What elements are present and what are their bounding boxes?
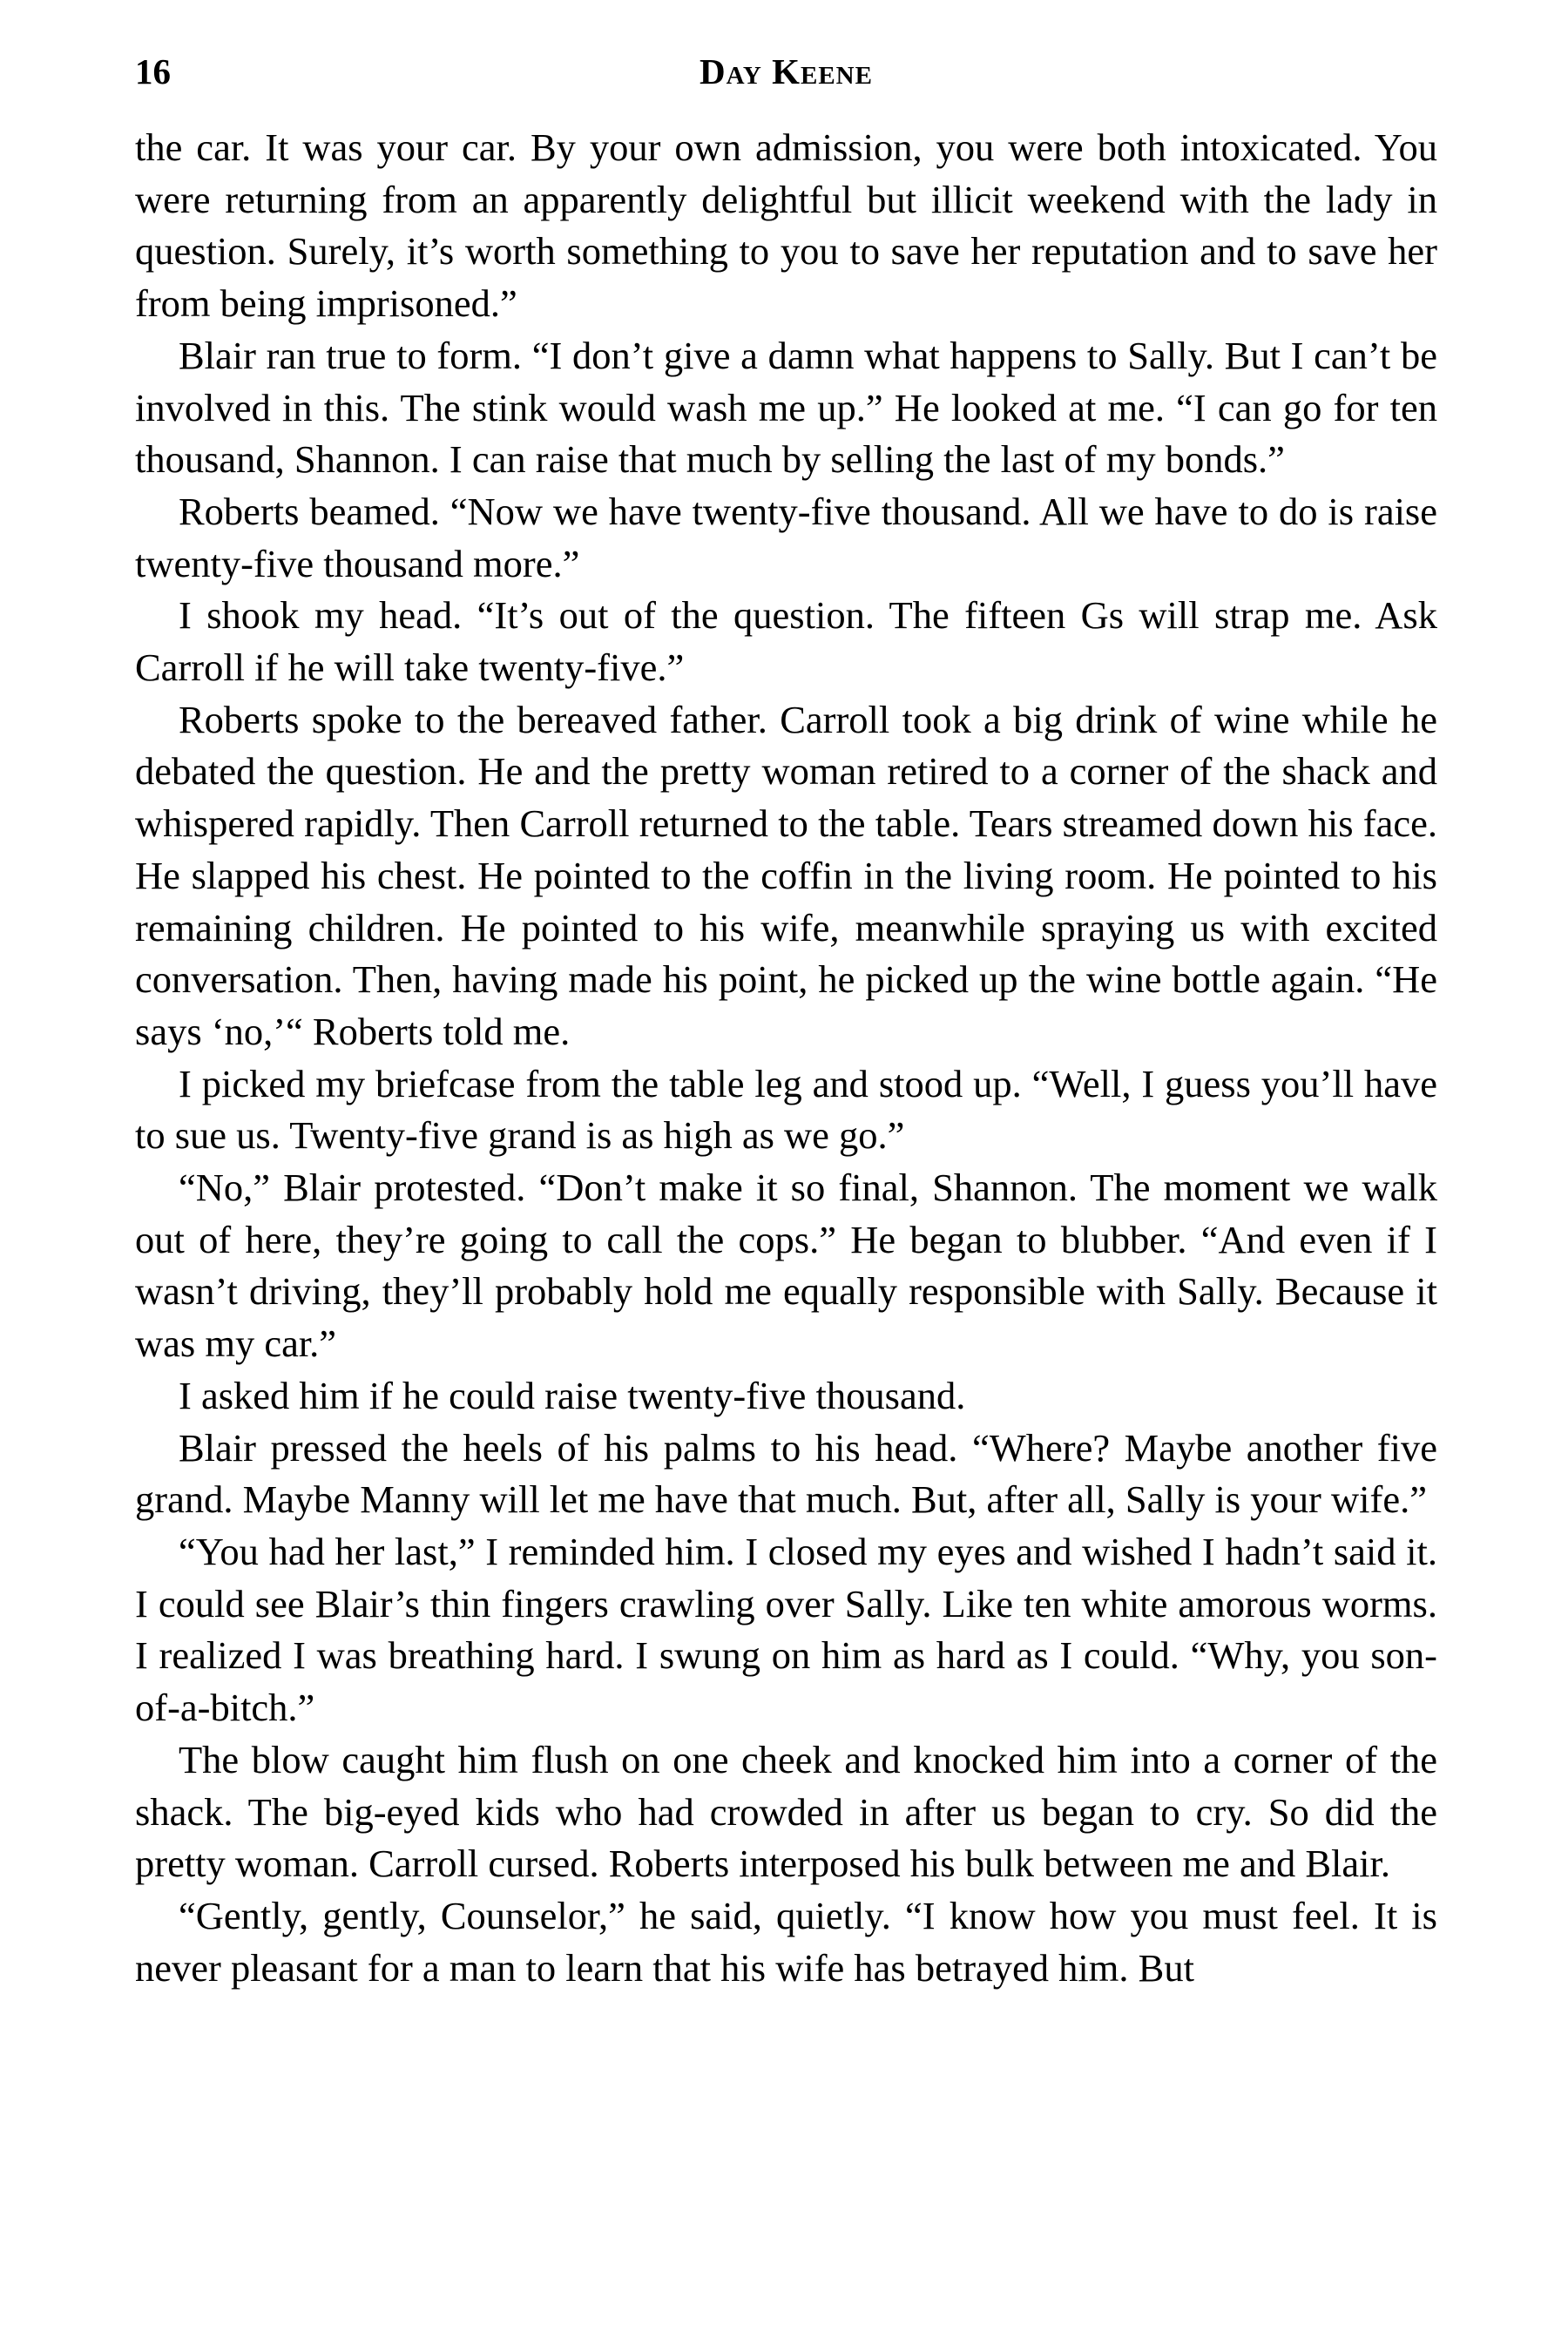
paragraph: I picked my briefcase from the table leg and stood up. “Well, I guess you’ll have to sue us. Twenty-five grand is as high as we go.”: [135, 1061, 1437, 1158]
paragraph: the car. It was your car. By your own admission, you were both intoxicated. You were returning from an apparently delightful but illicit weekend with the lady in question. Surely, it’s worth something to you to save her reputation and to save her from being imprisoned.”: [135, 125, 1437, 326]
paragraph: Roberts spoke to the bereaved father. Carroll took a big drink of wine while he debated the question. He and the pretty woman retired to a corner of the shack and whispered rapidly. Then Carroll returned to the table. Tears streamed down his face. He slapped his chest. He pointed to the coffin in the living room. He pointed to his remaining children. He pointed to his wife, meanwhile spraying us with excited conversation. Then, having made his point, he picked up the wine bottle again. “He says ‘no,’“ Roberts told me.: [135, 697, 1437, 1053]
running-head: Day Keene: [700, 51, 873, 91]
paragraph: “Gently, gently, Counselor,” he said, quietly. “I know how you must feel. It is never pleasant for a man to learn that his wife has betrayed him. But: [135, 1893, 1437, 1990]
paragraph: The blow caught him flush on one cheek and knocked him into a corner of the shack. The big-eyed kids who had crowded in after us began to cry. So did the pretty woman. Carroll cursed. Roberts interposed his bulk between me and Blair.: [135, 1737, 1437, 1886]
paragraph: Roberts beamed. “Now we have twenty-five thousand. All we have to do is raise twenty-five thousand more.”: [135, 489, 1437, 585]
paragraph: Blair ran true to form. “I don’t give a damn what happens to Sally. But I can’t be involved in this. The stink would wash me up.” He looked at me. “I can go for ten thousand, Shannon. I can raise that much by selling the last of my bonds.”: [135, 333, 1437, 482]
paragraph: “You had her last,” I reminded him. I closed my eyes and wished I hadn’t said it. I could see Blair’s thin fingers crawling over Sally. Like ten white amorous worms. I realized I was breathing hard. I swung on him as hard as I could. “Why, you son-of-a-bitch.”: [135, 1529, 1437, 1730]
paragraph: “No,” Blair protested. “Don’t make it so final, Shannon. The moment we walk out of here, they’re going to call the cops.” He began to blubber. “And even if I wasn’t driving, they’ll probably hold me equally responsible with Sally. Because it was my car.”: [135, 1166, 1437, 1366]
page-header: [135, 45, 1437, 98]
body-text: [135, 122, 1437, 1994]
paragraph: I shook my head. “It’s out of the question. The fifteen Gs will strap me. Ask Carroll if he will take twenty-five.”: [135, 593, 1437, 690]
paragraph: I asked him if he could raise twenty-five thousand.: [179, 1373, 966, 1417]
paragraph: Blair pressed the heels of his palms to his head. “Where? Maybe another five grand. Maybe Manny will let me have that much. But, after all, Sally is your wife.”: [135, 1425, 1437, 1522]
page-number: 16: [135, 51, 171, 91]
